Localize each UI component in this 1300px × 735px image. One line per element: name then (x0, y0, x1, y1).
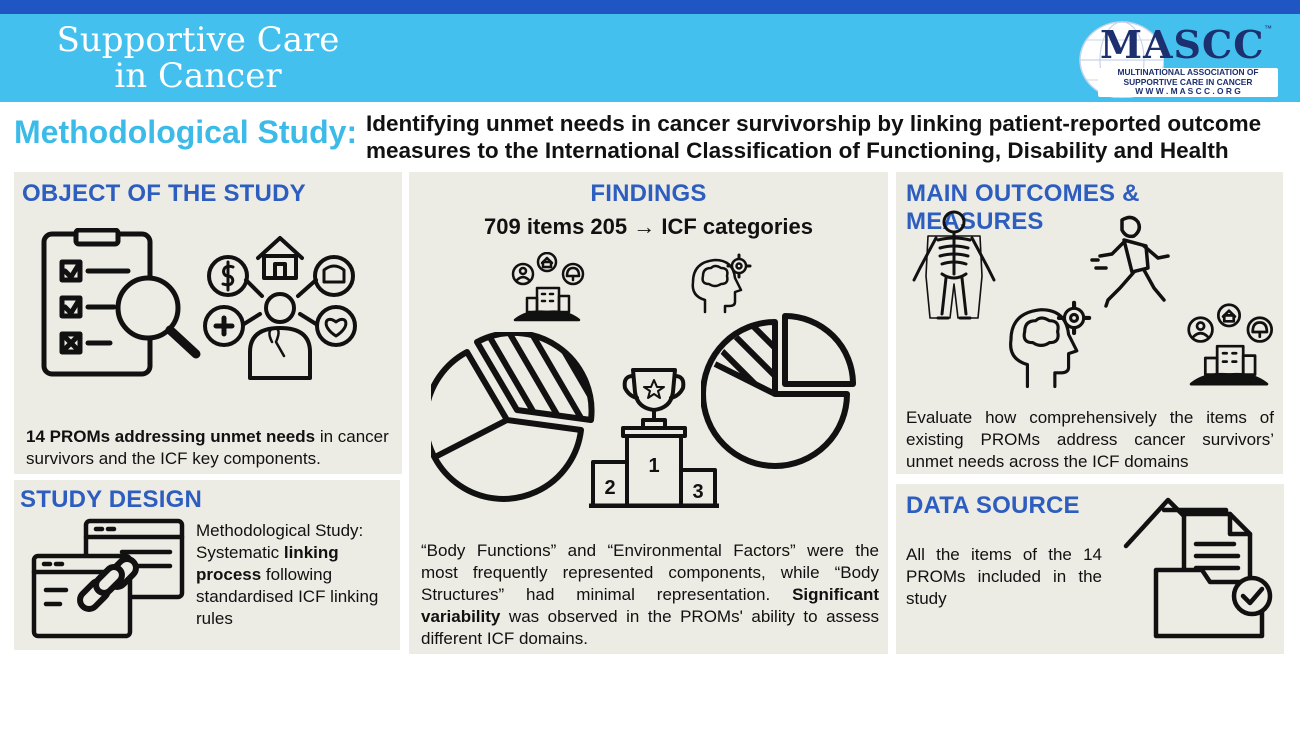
study-design-panel (14, 480, 400, 650)
data-source-panel (896, 484, 1284, 654)
running-person-icon (1088, 214, 1174, 314)
body-text: following standardised ICF linking rules (196, 565, 379, 628)
survivor-needs-icon (202, 232, 362, 382)
body-text: was observed in the PROMs' ability to assess different ICF domains. (421, 607, 879, 648)
panel-heading: STUDY DESIGN (20, 486, 202, 513)
findings-panel (409, 172, 888, 654)
main-outcomes-panel (896, 172, 1283, 474)
head-gear-icon (1000, 296, 1096, 392)
checklist-magnifier-icon (40, 228, 210, 378)
journal-title: Supportive Care in Cancer (56, 20, 340, 96)
bold-phrase: 14 PROMs addressing unmet needs (26, 427, 316, 446)
bold-phrase: Significant variability (421, 585, 879, 626)
mascc-wordmark: MASCC (1100, 22, 1265, 67)
object-of-study-text (26, 426, 398, 470)
body-text: “Body Functions” and “Environmental Factors” were the most frequently represented components, while “Body Structures” had minimal representation. (421, 541, 879, 604)
panel-heading: DATA SOURCE (906, 492, 1080, 519)
community-icon (509, 252, 585, 322)
mascc-logo (1078, 18, 1282, 98)
pie-chart-icon (431, 332, 601, 504)
trophy-podium-icon (589, 362, 719, 508)
body-text: Methodological Study: Systematic (196, 521, 364, 562)
top-bar (0, 0, 1300, 14)
study-design-text (196, 520, 392, 630)
main-outcomes-text: Evaluate how comprehensively the items of existing PROMs address cancer survivors’ unmet needs across the ICF domains (906, 408, 1274, 471)
podium-2: 2 (604, 477, 616, 499)
community-icon (1184, 302, 1274, 388)
podium-3: 3 (692, 481, 704, 503)
data-source-text: All the items of the 14 PROMs included in the study (906, 545, 1102, 608)
object-of-study-panel (14, 172, 402, 474)
bold-phrase: linking process (196, 543, 339, 584)
body-text: in cancer survivors and the ICF key components. (26, 427, 389, 468)
findings-subheading: 709 items 205 → ICF categories (484, 214, 813, 239)
pie-chart-icon (701, 310, 861, 470)
mascc-subtitle (1098, 68, 1278, 97)
panel-heading: FINDINGS (590, 180, 707, 207)
mascc-subtitle-line2: SUPPORTIVE CARE IN CANCER (1123, 76, 1253, 87)
study-title: Identifying unmet needs in cancer survivorship by linking patient-reported outcome measures to the International Classification of Functioning, Disability and Health (366, 111, 1262, 163)
podium-1: 1 (648, 455, 660, 477)
panel-heading: OBJECT OF THE STUDY (22, 180, 306, 207)
trademark: ™ (1264, 24, 1272, 33)
panel-heading: MAIN OUTCOMES & MEASURES (906, 180, 1140, 235)
mascc-subtitle-line1: MULTINATIONAL ASSOCIATION OF (1117, 67, 1259, 77)
skeleton-icon (908, 210, 1000, 322)
linked-windows-icon (30, 518, 186, 640)
study-type-label: Methodological Study: (14, 114, 358, 150)
folder-check-icon (1122, 496, 1278, 646)
mascc-url: W W W . M A S C C . O R G (1135, 86, 1241, 96)
header-banner (0, 14, 1300, 102)
findings-text (421, 540, 879, 650)
